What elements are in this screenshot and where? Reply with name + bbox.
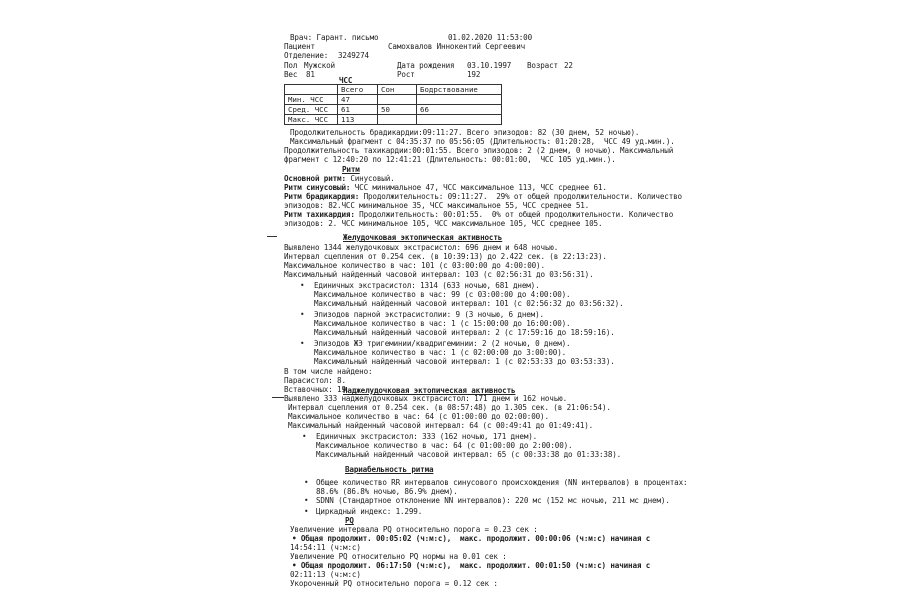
table-cell: Макс. ЧСС <box>285 115 338 125</box>
rhythm-sinus <box>284 183 607 192</box>
table-cell <box>378 115 417 125</box>
table-cell <box>417 115 502 125</box>
pq-line: • Общая продолжит. 06:17:50 (ч:м:с), макс. продолжит. 00:01:50 (ч:м:с) начиная с <box>292 561 651 570</box>
supraventricular-line: Выявлено 333 наджелудочковых экстрасистол: 171 днем и 162 ночью. <box>284 394 567 403</box>
ventricular-bullet-head: Эпизодов парной экстрасистолии: 9 (3 ночью, 6 днем). <box>314 310 544 319</box>
height-label: Рост <box>397 70 415 79</box>
ventricular-line: Выявлено 1344 желудочковых экстрасистол: 696 днем и 648 ночью. <box>284 243 559 252</box>
sex-label: Пол <box>284 61 298 70</box>
pq-line: Увеличение PQ относительно PQ нормы на 0.01 сек : <box>290 552 507 561</box>
table-cell: 61 <box>338 105 378 115</box>
ventricular-title: Желудочковая эктопическая активность <box>343 233 503 242</box>
ventricular-line: Максимальное количество в час: 101 (с 03:00:00 до 4:00:00). <box>284 261 545 270</box>
variability-item: SDNN (Стандартное отклонение NN интервалов): 220 мс (152 мс ночью, 211 мс днем). <box>316 496 670 505</box>
pq-line: Увеличение интервала PQ относительно порога = 0.23 сек : <box>290 525 538 534</box>
bullet-icon: • <box>302 432 307 441</box>
pq-line: 14:54:11 (ч:м:с) <box>290 543 361 552</box>
table-header-cell <box>285 85 338 95</box>
rhythm-main <box>284 174 395 183</box>
bullet-icon: • <box>300 310 305 319</box>
ventricular-extra: В том числе найдено: <box>284 367 373 376</box>
doctor-line: Врач: Гарант. письмо <box>290 33 379 42</box>
table-cell: Сред. ЧСС <box>285 105 338 115</box>
duration-line: Продолжительность брадикардии:09:11:27. Всего эпизодов: 82 (30 днем, 52 ночью). <box>290 128 640 137</box>
variability-title: Вариабельность ритма <box>345 465 434 474</box>
table-cell: 47 <box>338 95 378 105</box>
patient-name: Самохвалов Иннокентий Сергеевич <box>388 42 526 51</box>
variability-item: Общее количество RR интервалов синусового происхождения (NN интервалов) в процентах: <box>316 478 688 487</box>
rhythm-brady <box>284 192 682 201</box>
ventricular-extra: Парасистол: 8. <box>284 376 346 385</box>
pq-title: PQ <box>345 516 354 525</box>
rhythm-tachy-value: Продолжительность: 00:01:55. 0% от общей продолжительности. Количество <box>354 210 674 219</box>
height-value: 192 <box>467 70 481 79</box>
rhythm-main-value: Синусовый. <box>345 174 395 183</box>
table-cell: 113 <box>338 115 378 125</box>
rhythm-tachy-label: Ритм тахикардия: <box>284 210 355 219</box>
table-cell <box>417 95 502 105</box>
ventricular-bullet-sub: Максимальный найденный часовой интервал: 2 (с 17:59:16 до 18:59:16). <box>314 328 615 337</box>
supraventricular-bullet-sub: Максимальный найденный часовой интервал: 65 (с 00:33:38 до 01:33:38). <box>316 450 622 459</box>
supraventricular-line: Максимальное количество в час: 64 (с 01:00:00 до 02:00:00). <box>288 412 549 421</box>
dob-value: 03.10.1997 <box>467 61 512 70</box>
sex-value: Мужской <box>304 61 335 70</box>
report-datetime: 01.02.2020 11:53:00 <box>448 33 533 42</box>
rhythm-main-label: Основной ритм: <box>284 174 346 183</box>
bullet-icon: • <box>304 478 309 487</box>
scan-mark <box>272 397 284 398</box>
ventricular-bullet-sub: Максимальный найденный часовой интервал: 101 (с 02:56:32 до 03:56:32). <box>314 299 624 308</box>
variability-item: Циркадный индекс: 1.299. <box>316 507 423 516</box>
table-cell: Мин. ЧСС <box>285 95 338 105</box>
table-header-cell: Сон <box>378 85 417 95</box>
variability-item-cont: 88.6% (86.8% ночью, 86.9% днем). <box>316 487 458 496</box>
table-cell: 50 <box>378 105 417 115</box>
supraventricular-line: Максимальный найденный часовой интервал: 64 (с 00:49:41 до 01:49:41). <box>288 421 594 430</box>
hr-table <box>284 84 502 125</box>
ventricular-bullet-sub: Максимальное количество в час: 99 (с 03:00:00 до 4:00:00). <box>314 290 571 299</box>
supraventricular-line: Интервал сцепления от 0.254 сек. (в 08:57:48) до 1.305 сек. (в 21:06:54). <box>288 403 611 412</box>
supraventricular-bullet-sub: Максимальное количество в час: 64 (с 01:00:00 до 2:00:00). <box>316 441 573 450</box>
pq-line: • Общая продолжит. 00:05:02 (ч:м:с), макс. продолжит. 00:00:06 (ч:м:с) начиная с <box>292 534 651 543</box>
ventricular-line: Максимальный найденный часовой интервал: 103 (с 02:56:31 до 03:56:31). <box>284 270 594 279</box>
bullet-icon: • <box>304 496 309 505</box>
rhythm-brady-cont: эпизодов: 82.ЧСС минимальное 35, ЧСС максимальное 55, ЧСС среднее 51. <box>284 201 590 210</box>
rhythm-sinus-value: ЧСС минимальное 47, ЧСС максимальное 113, ЧСС среднее 61. <box>350 183 607 192</box>
rhythm-title: Ритм <box>342 165 360 174</box>
weight-value: 81 <box>306 70 315 79</box>
ventricular-extra: Вставочных: 19. <box>284 385 351 394</box>
bullet-icon: • <box>300 339 305 348</box>
table-row <box>285 95 502 105</box>
weight-label: Вес <box>284 70 298 79</box>
table-cell <box>378 95 417 105</box>
bullet-icon: • <box>304 507 309 516</box>
table-header-cell: Всего <box>338 85 378 95</box>
age-label: Возраст <box>527 61 558 70</box>
rhythm-tachy-cont: эпизодов: 2. ЧСС минимальное 105, ЧСС максимальное 105, ЧСС среднее 105. <box>284 219 603 228</box>
age-value: 22 <box>564 61 573 70</box>
patient-label: Пациент <box>284 42 315 51</box>
rhythm-brady-value: Продолжительность: 09:11:27. 29% от общей продолжительности. Количество <box>359 192 682 201</box>
ventricular-bullet-sub: Максимальное количество в час: 1 (с 02:00:00 до 3:00:00). <box>314 348 567 357</box>
table-cell: 66 <box>417 105 502 115</box>
department-label: Отделение: <box>284 51 329 60</box>
ventricular-line: Интервал сцепления от 0.254 сек. (в 10:39:13) до 2.422 сек. (в 22:13:23). <box>284 252 607 261</box>
supraventricular-bullet-head: Единичных экстрасистол: 333 (162 ночью, 171 днем). <box>316 432 538 441</box>
table-row <box>285 105 502 115</box>
rhythm-brady-label: Ритм брадикардия: <box>284 192 360 201</box>
ventricular-bullet-head: Единичных экстрасистол: 1314 (633 ночью, 681 днем). <box>314 281 540 290</box>
duration-line: Продолжительность тахикардии:00:01:55. Всего эпизодов: 2 (2 днем, 0 ночью). Максимальный <box>284 146 674 155</box>
hr-table-title: ЧСС <box>339 76 353 85</box>
pq-line: Укороченный PQ относительно порога = 0.12 сек : <box>290 579 498 588</box>
table-header-cell: Бодрствование <box>417 85 502 95</box>
rhythm-sinus-label: Ритм синусовый: <box>284 183 351 192</box>
table-row <box>285 115 502 125</box>
scan-mark <box>267 236 277 237</box>
department-value: 3249274 <box>338 51 369 60</box>
ventricular-bullet-sub: Максимальное количество в час: 1 (с 15:00:00 до 16:00:00). <box>314 319 571 328</box>
ventricular-bullet-head: Эпизодов ЖЭ тригеминии/квадригеминии: 2 (2 ночью, 0 днем). <box>314 339 571 348</box>
duration-line: Максимальный фрагмент с 04:35:37 по 05:56:05 (Длительность: 01:20:28, ЧСС 49 уд.мин.). <box>290 137 675 146</box>
bullet-icon: • <box>300 281 305 290</box>
rhythm-tachy <box>284 210 673 219</box>
duration-line: фрагмент с 12:40:20 по 12:41:21 (Длительность: 00:01:00, ЧСС 105 уд.мин.). <box>284 155 616 164</box>
dob-label: Дата рождения <box>397 61 455 70</box>
pq-line: 02:11:13 (ч:м:с) <box>290 570 361 579</box>
supraventricular-title: Наджелудочковая эктопическая активность <box>343 386 516 395</box>
table-header-row <box>285 85 502 95</box>
ventricular-bullet-sub: Максимальный найденный часовой интервал: 1 (с 02:53:33 до 03:53:33). <box>314 357 615 366</box>
